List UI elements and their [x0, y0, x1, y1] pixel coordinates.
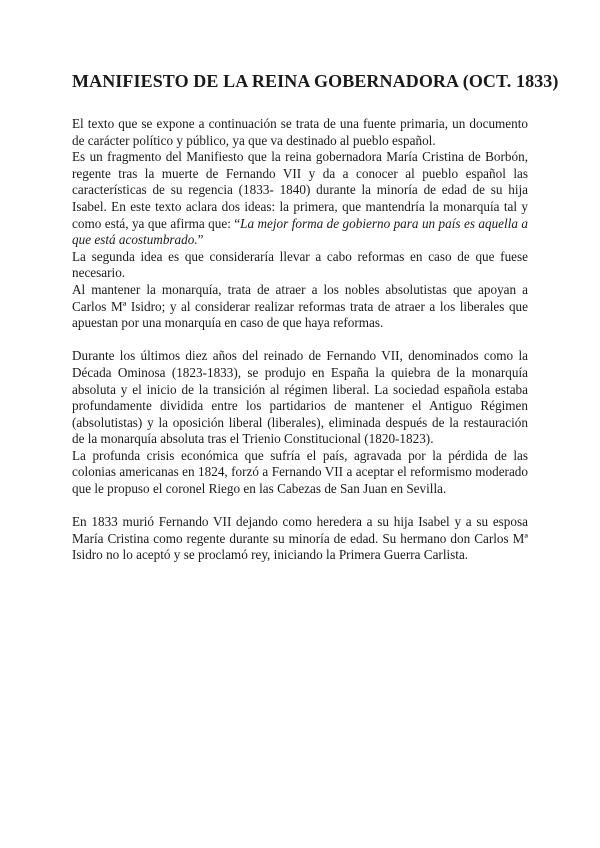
paragraph-manifesto-text: Es un fragmento del Manifiesto que la reina gobernadora María Cristina de Borbón, regente tras la muerte de Fernando VII y da a conocer al pueblo español las características de su regencia (1833- 1840) durante la minoría de edad de su hija Isabel. En este texto aclara dos ideas: la primera, que mantendría la monarquía tal y como está, ya que afirma que: “: [72, 149, 528, 231]
document-page: [72, 70, 559, 564]
document-title: MANIFIESTO DE LA REINA GOBERNADORA (OCT. 1833): [72, 71, 559, 91]
paragraph-decada-ominosa: Durante los últimos diez años del reinado de Fernando VII, denominados como la Década Ominosa (1823-1833), se produjo en España la quiebra de la monarquía absoluta y el inicio de la transición al régimen liberal. La sociedad española estaba profundamente dividida entre los partidarios de mantener el Antiguo Régimen (absolutistas) y la oposición liberal (liberales), eliminada después de la restauración de la monarquía absoluta tras el Trienio Constitucional (1820-1823).: [72, 348, 528, 447]
paragraph-second-idea: La segunda idea es que consideraría llevar a cabo reformas en caso de que fuese necesario.: [72, 248, 528, 281]
quote-text: La mejor forma de gobierno para un país es aquella a que está acostumbrado.: [72, 215, 528, 248]
paragraph-crisis: La profunda crisis económica que sufría el país, agravada por la pérdida de las colonias americanas en 1824, forzó a Fernando VII a aceptar el reformismo moderado que le propuso el coronel Riego en las Cabezas de San Juan en Sevilla.: [72, 447, 528, 497]
paragraph-intro: El texto que se expone a continuación se trata de una fuente primaria, un documento de carácter político y público, ya que va destinado al pueblo español.: [72, 116, 528, 148]
paragraph-manifesto: [72, 149, 528, 249]
paragraph-monarchy: Al mantener la monarquía, trata de atraer a los nobles absolutistas que apoyan a Carlos Mª Isidro; y al considerar realizar reformas trata de atraer a los liberales que apuestan por una monarquía en caso de que haya reformas.: [72, 281, 528, 331]
paragraph-1833: En 1833 murió Fernando VII dejando como heredera a su hija Isabel y a su esposa María Cristina como regente durante su minoría de edad. Su hermano don Carlos Mª Isidro no lo aceptó y se proclamó rey, iniciando la Primera Guerra Carlista.: [72, 514, 528, 563]
quote-close: ”: [197, 232, 204, 248]
